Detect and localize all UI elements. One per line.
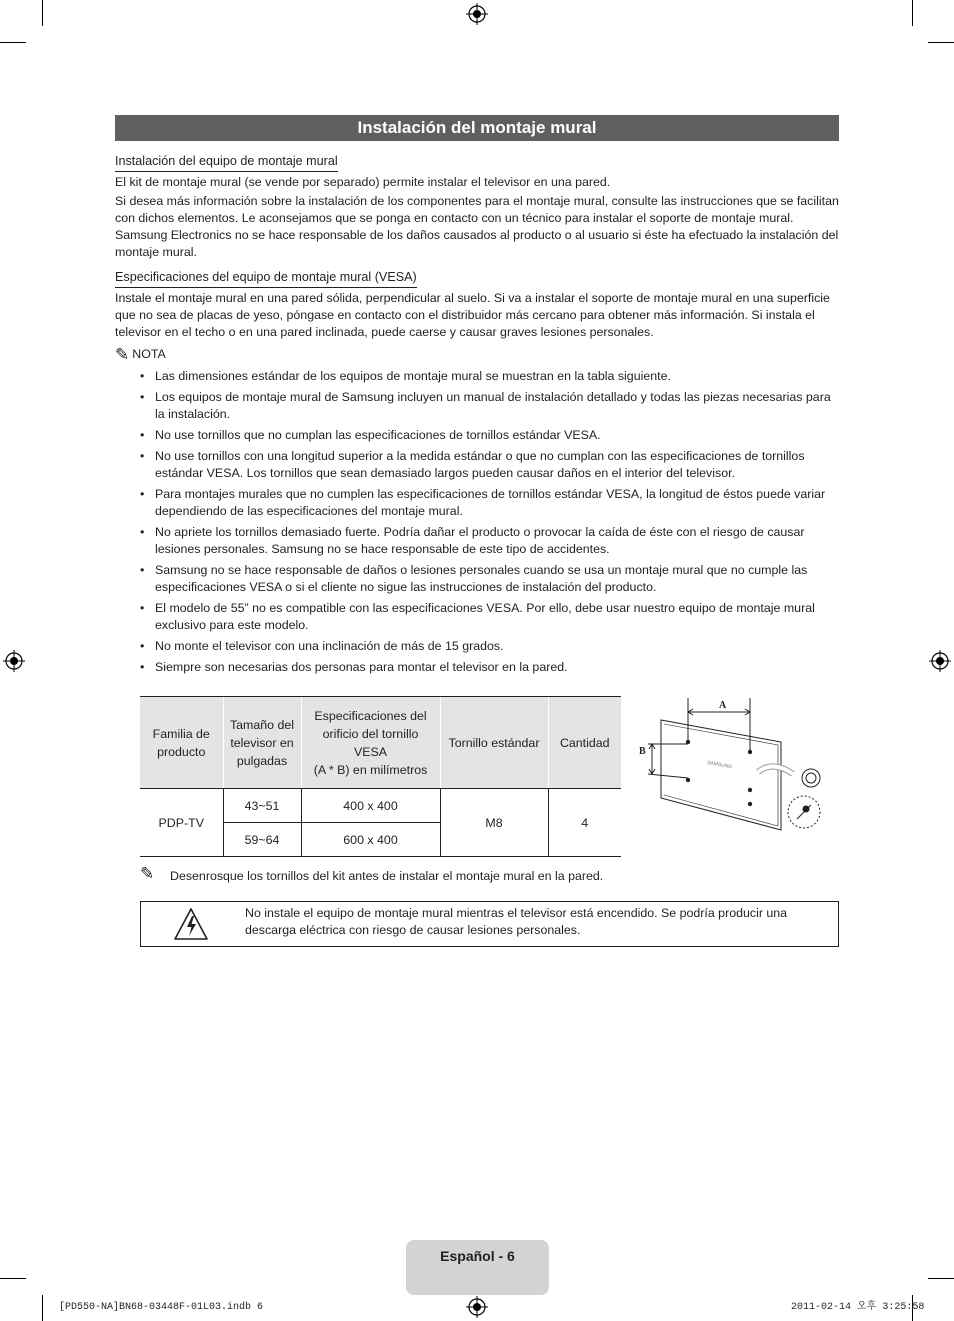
list-item: • Los equipos de montaje mural de Samsung incluyen un manual de instalación detallado y todas las piezas necesarias para la instalación. [140, 389, 840, 423]
crop-mark [42, 1295, 43, 1321]
cell-family: PDP-TV [140, 789, 223, 857]
header-vesa [301, 697, 440, 789]
crop-mark [0, 1278, 26, 1279]
diagram-brand-logo: SAMSUNG [706, 759, 733, 771]
print-slug-file: [PD550-NA]BN68-03448F-01L03.indb 6 [59, 1302, 264, 1313]
registration-mark-icon [929, 650, 951, 672]
header-quantity: Cantidad [548, 697, 621, 789]
crop-mark [912, 0, 913, 26]
print-slug-date: 2011-02-14 오후 3:25:58 [791, 1302, 925, 1313]
paragraph: Si desea más información sobre la instalación de los componentes para el montaje mural, consulte las instrucciones que se facilitan con dichos elementos. Le aconsejamos que se ponga en contacto con un técnico para instalar el soporte de montaje mural. Samsung Electronics no se hace responsable de los daños causados al producto o al usuario si éste ha efectuado la instalación del montaje mural. [115, 194, 839, 259]
wall-mount-diagram [633, 694, 843, 844]
cell-screw: M8 [440, 789, 548, 857]
pencil-note-icon: ✎ [115, 345, 130, 365]
diagram-label-b: B [639, 746, 646, 757]
table-row [140, 789, 621, 823]
section-heading-vesa: Especificaciones del equipo de montaje mural (VESA) [115, 269, 417, 288]
cell-vesa: 600 x 400 [301, 823, 440, 857]
registration-mark-icon [466, 1296, 488, 1318]
header-size: Tamaño del televisor en pulgadas [223, 697, 301, 789]
list-item: • Siempre son necesarias dos personas para montar el televisor en la pared. [140, 659, 840, 676]
registration-mark-icon [3, 650, 25, 672]
header-vesa-line2: (A * B) en milímetros [313, 762, 428, 777]
header-vesa-line1: Especificaciones del orificio del tornillo VESA [314, 708, 427, 759]
warning-box [140, 901, 839, 947]
cell-size: 59~64 [223, 823, 301, 857]
page-title: Instalación del montaje mural [115, 115, 839, 141]
registration-mark-icon [466, 3, 488, 25]
vesa-spec-table [140, 696, 621, 857]
cell-vesa: 400 x 400 [301, 789, 440, 823]
unscrew-note [140, 864, 604, 885]
electric-shock-warning-icon [173, 907, 209, 941]
list-item: • No use tornillos que no cumplan las especificaciones de tornillos estándar VESA. [140, 427, 840, 444]
unscrew-note-text: Desenrosque los tornillos del kit antes de instalar el montaje mural en la pared. [170, 869, 604, 883]
list-item: • Las dimensiones estándar de los equipos de montaje mural se muestran en la tabla siguiente. [140, 368, 840, 385]
pencil-note-icon: ✎ [140, 864, 155, 884]
list-item: • No apriete los tornillos demasiado fuerte. Podría dañar el producto o provocar la caída de éste con el riesgo de causar lesiones personales. Samsung no se hace responsable de este tipo de accidentes. [140, 524, 840, 558]
section-heading-installation: Instalación del equipo de montaje mural [115, 153, 338, 172]
list-item: • Para montajes murales que no cumplen las especificaciones de tornillos estándar VESA, la longitud de éstos puede variar dependiendo de las especificaciones del montaje mural. [140, 486, 840, 520]
header-screw: Tornillo estándar [440, 697, 548, 789]
paragraph: Instale el montaje mural en una pared sólida, perpendicular al suelo. Si va a instalar el soporte de montaje mural en una superficie que no sea de placas de yeso, póngase en contacto con el distribuidor más cercano para obtener más información. Si instala el televisor en el techo o en una pared inclinada, puede caerse y causar graves lesiones personales. [115, 291, 830, 339]
list-item: • Samsung no se hace responsable de daños o lesiones personales cuando se usa un montaje mural que no cumple las especificaciones VESA o si el cliente no sigue las instrucciones de instalación del producto. [140, 562, 840, 596]
header-family: Familia de producto [140, 697, 223, 789]
page-number-tab: Español - 6 [406, 1240, 549, 1295]
warning-text: No instale el equipo de montaje mural mientras el televisor está encendido. Se podría producir una descarga eléctrica con riesgo de causar lesiones personales. [245, 906, 788, 937]
diagram-label-a: A [719, 700, 727, 711]
cell-size: 43~51 [223, 789, 301, 823]
note-heading [115, 345, 166, 364]
list-item: • No use tornillos con una longitud superior a la medida estándar o que no cumplan con las especificaciones de tornillos estándar VESA. Los tornillos que sean demasiado largos pueden causar daños en el interior del televisor. [140, 448, 840, 482]
cell-quantity: 4 [548, 789, 621, 857]
crop-mark [42, 0, 43, 26]
crop-mark [0, 42, 26, 43]
list-item: • El modelo de 55” no es compatible con las especificaciones VESA. Por ello, debe usar nuestro equipo de montaje mural exclusivo para este modelo. [140, 600, 840, 634]
crop-mark [928, 42, 954, 43]
list-item: • No monte el televisor con una inclinación de más de 15 grados. [140, 638, 840, 655]
table-header-row [140, 697, 621, 789]
note-list [140, 368, 840, 680]
crop-mark [928, 1278, 954, 1279]
paragraph: El kit de montaje mural (se vende por separado) permite instalar el televisor en una pared. [115, 175, 611, 189]
note-label: NOTA [132, 347, 166, 361]
